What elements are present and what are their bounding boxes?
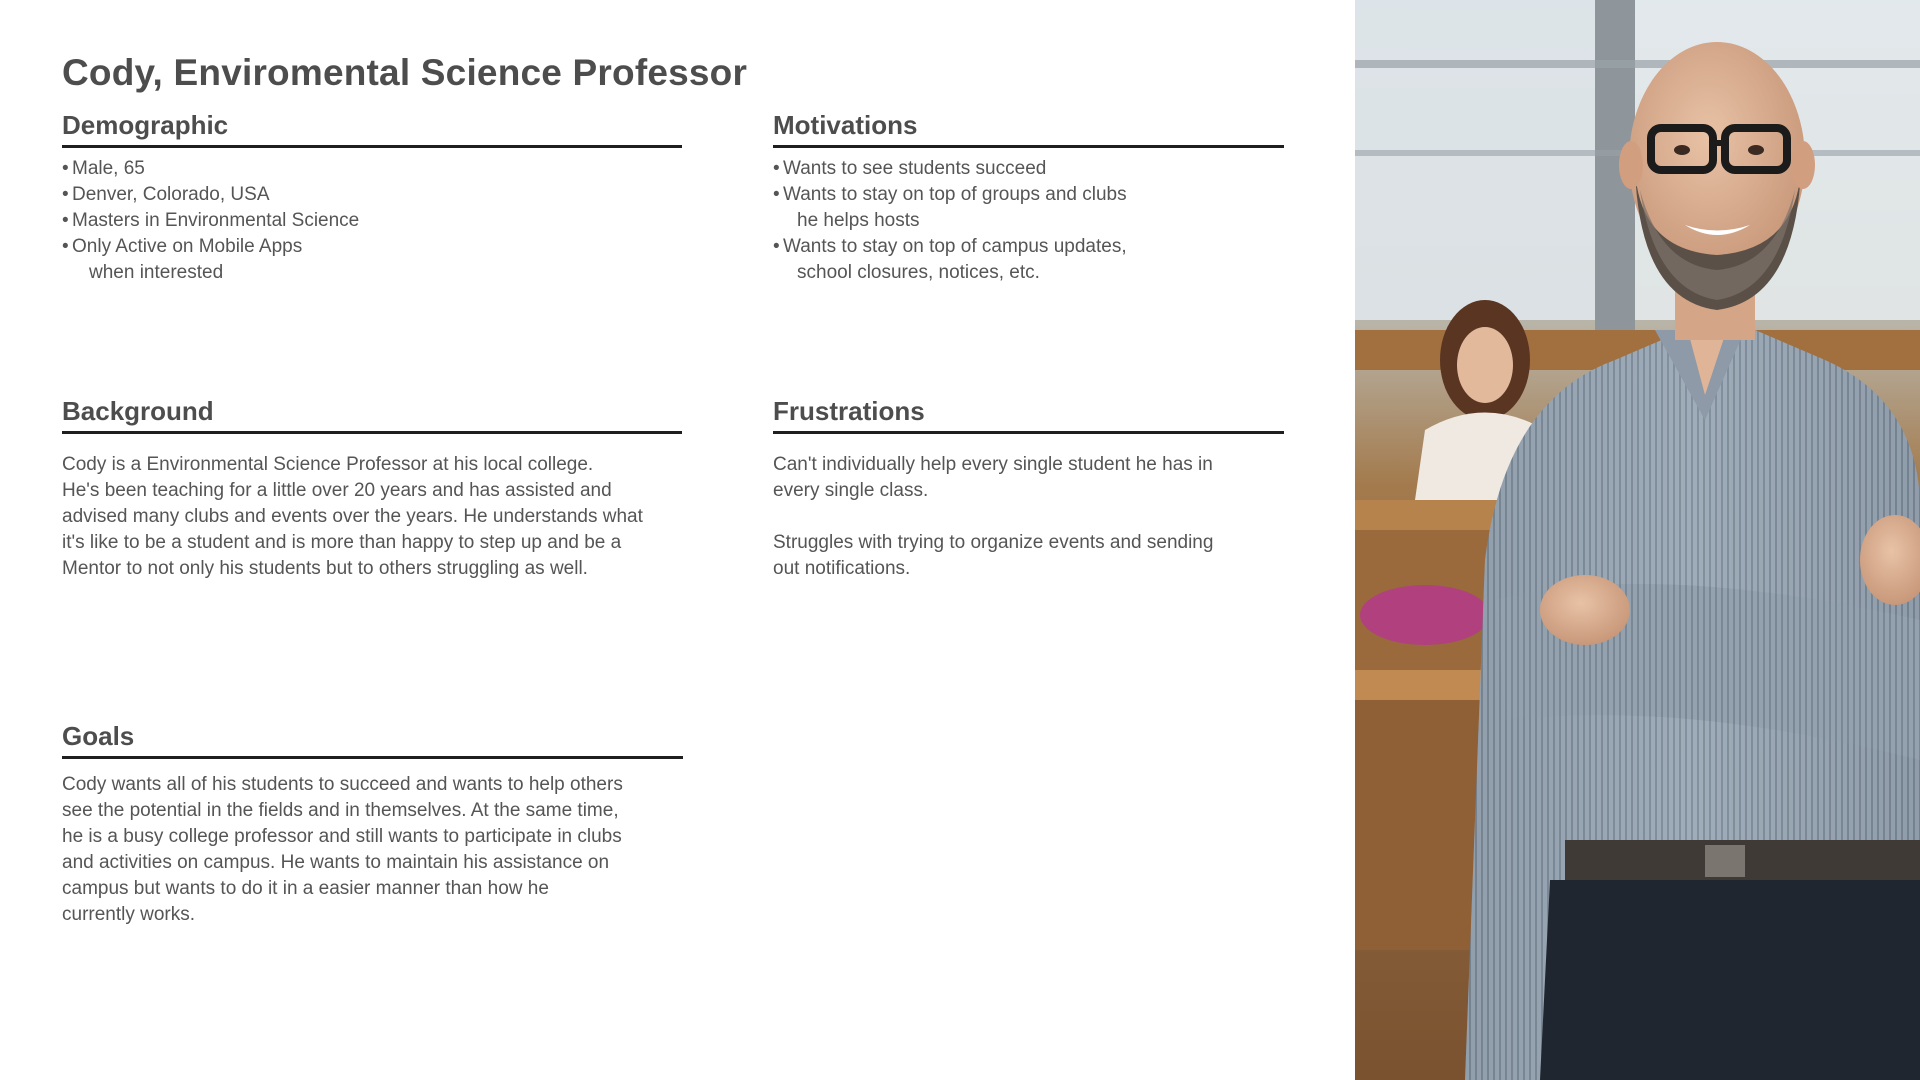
list-item: • Masters in Environmental Science: [62, 210, 360, 231]
frustrations-heading: Frustrations: [773, 391, 1284, 434]
frustrations-section: [773, 391, 1284, 582]
list-item: • Wants to stay on top of campus updates, school closures, notices, etc.: [773, 236, 1127, 283]
demographic-heading: Demographic: [62, 105, 682, 148]
background-section: [62, 391, 682, 582]
list-item: • Male, 65: [62, 158, 145, 179]
background-text: Cody is a Environmental Science Professor at his local college. He's been teaching for a little over 20 years and has assisted and advised many clubs and events over the years. He understands what it's like to be a student and is more than happy to step up and be a Mentor to not only his students but to others struggling as well.: [62, 454, 643, 579]
persona-photo: [1355, 0, 1920, 1080]
frustrations-text: Can't individually help every single student he has in every single class. Struggles with trying to organize events and sending out notifications.: [773, 454, 1214, 579]
demographic-section: [62, 105, 682, 286]
goals-heading: Goals: [62, 716, 683, 759]
goals-text: Cody wants all of his students to succeed and wants to help others see the potential in the fields and in themselves. At the same time, he is a busy college professor and still wants to participate in clubs and activities on campus. He wants to maintain his assistance on campus but wants to do it in a easier manner than how he currently works.: [62, 774, 623, 925]
page-title: Cody, Enviromental Science Professor: [62, 52, 748, 93]
list-item: • Only Active on Mobile Apps when interested: [62, 236, 303, 283]
motivations-list: [773, 156, 1284, 286]
motivations-heading: Motivations: [773, 105, 1284, 148]
demographic-list: [62, 156, 682, 286]
motivations-section: [773, 105, 1284, 286]
list-item: • Wants to see students succeed: [773, 158, 1047, 179]
background-heading: Background: [62, 391, 682, 434]
list-item: • Denver, Colorado, USA: [62, 184, 270, 205]
list-item: • Wants to stay on top of groups and clubs he helps hosts: [773, 184, 1127, 231]
goals-section: [62, 716, 683, 928]
